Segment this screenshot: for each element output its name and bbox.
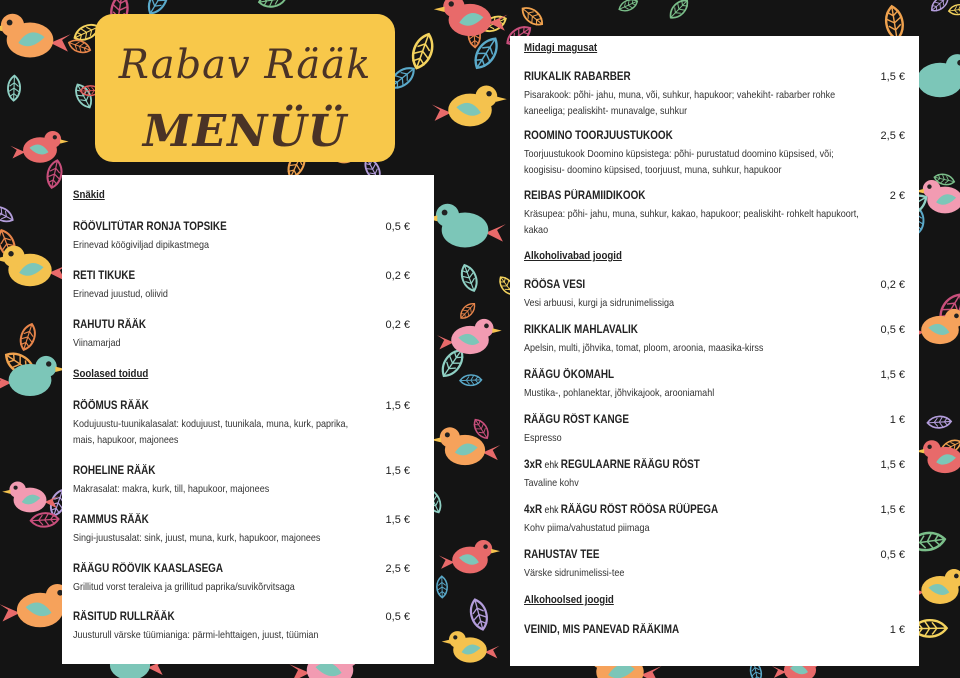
menu-item-name: REIBAS PÜRAMIIDIKOOK (524, 190, 646, 202)
bird-decoration (432, 85, 507, 126)
leaf-decoration (519, 4, 546, 29)
title-banner (95, 14, 395, 162)
leaf-decoration (948, 3, 960, 15)
menu-item-description: Viinamarjad (73, 337, 121, 349)
menu-item-name: RÄÄGU ÕKOMAHL (524, 369, 615, 381)
menu-item-description: Juusturull värske tüümianiga: pärmi-lehttaigen, juust, tüümian (73, 629, 319, 641)
menu-item-price: 1 € (889, 624, 905, 636)
menu-item-price: 1,5 € (880, 459, 905, 471)
item-name-connector: ehk (542, 505, 561, 516)
menu-item-description: Singi-juustusalat: sink, juust, muna, kurk, hapukoor, majonees (73, 532, 321, 544)
menu-item-name: RÄÄGU RÖÖVIK KAASLASEGA (73, 563, 224, 575)
menu-item-price: 0,5 € (385, 221, 410, 233)
menu-item-name: RÖÖSA VESI (524, 279, 586, 291)
menu-item-description: Toorjuustukook Doomino küpsistega: põhi- purustatud doomino küpsised, või; koogisisu- doomino küpsised, toorjuust, muna, suhkur, hapukoor (524, 148, 834, 176)
leaf-decoration (928, 0, 951, 14)
menu-item-description: Kohv piima/vahustatud piimaga (524, 522, 650, 534)
menu-item-price: 0,5 € (880, 324, 905, 336)
bird-decoration (431, 427, 500, 465)
menu-item-description: Grillitud vorst teraleiva ja grillitud paprika/suvikõrvitsaga (73, 581, 295, 593)
menu-item-name: RIUKALIK RABARBER (524, 71, 631, 83)
menu-item-name: ROOMINO TOORJUUSTUKOOK (524, 130, 673, 142)
item-name-prefix: 3xR (524, 459, 543, 471)
leaf-decoration (67, 37, 92, 55)
menu-item-name: RETI TIKUKE (73, 270, 136, 282)
menu-item-name: ROHELINE RÄÄK (73, 465, 156, 477)
menu-item-price: 1,5 € (385, 514, 410, 526)
menu-item-price: 0,5 € (385, 611, 410, 623)
menu-item-description: Pisarakook: põhi- jahu, muna, või, suhkur, hapukoor; vahekiht- rabarber rohke kaneeliga; pealiskiht- munavalge, suhkur (524, 89, 836, 117)
menu-item-description: Tavaline kohv (524, 477, 579, 489)
menu-item-name: RÖÖVLITÜTAR RONJA TOPSIKE (73, 221, 227, 233)
menu-item-price: 0,2 € (385, 270, 410, 282)
menu-item-description: Makrasalat: makra, kurk, till, hapukoor, majonees (73, 483, 270, 495)
item-name-connector: ehk (542, 460, 561, 471)
menu-item-description: Espresso (524, 432, 562, 444)
menu-item-name (524, 459, 700, 471)
menu-item-name: VEINID, MIS PANEVAD RÄÄKIMA (524, 624, 680, 636)
menu-item-name: RIKKALIK MAHLAVALIK (524, 324, 638, 336)
leaf-decoration (17, 322, 38, 352)
section-heading-savory: Soolased toidud (73, 368, 149, 380)
leaf-decoration (927, 416, 951, 429)
bird-decoration (437, 319, 502, 354)
leaf-decoration (8, 75, 21, 100)
menu-item-price: 1,5 € (880, 71, 905, 83)
bird-decoration (0, 246, 68, 287)
section-heading-alcoholic: Alkohoolsed joogid (524, 594, 614, 606)
menu-item-name: RAHUSTAV TEE (524, 549, 600, 561)
menu-item-name: RÄSITUD RULLRÄÄK (73, 611, 175, 623)
menu-panel-left (62, 175, 434, 664)
menu-item-name (524, 504, 718, 516)
menu-item-price: 1,5 € (385, 465, 410, 477)
menu-title: MENÜÜ (142, 106, 348, 157)
menu-item-price: 0,2 € (880, 279, 905, 291)
leaf-decoration (667, 0, 692, 22)
leaf-decoration (408, 31, 436, 71)
leaf-decoration (30, 512, 59, 527)
leaf-decoration (437, 576, 448, 598)
menu-panel-right (510, 36, 919, 666)
menu-item-price: 1,5 € (385, 400, 410, 412)
menu-item-price: 0,2 € (385, 319, 410, 331)
menu-item-price: 2,5 € (385, 563, 410, 575)
leaf-decoration (458, 263, 480, 293)
menu-item-price: 1,5 € (880, 504, 905, 516)
item-name-main: RÄÄGU RÖST RÖÖSA RÜÜPEGA (560, 504, 719, 516)
section-heading-desserts: Midagi magusat (524, 42, 598, 54)
menu-item-name: RÄÄGU RÖST KANGE (524, 414, 629, 426)
menu-item-name: RÕÕMUS RÄÄK (73, 400, 149, 412)
bird-decoration (0, 14, 71, 58)
leaf-decoration (460, 375, 482, 386)
menu-item-price: 0,5 € (880, 549, 905, 561)
menu-item-description: Mustika-, pohlanektar, jõhvikajook, arooniamahl (524, 387, 715, 399)
section-heading-non-alcoholic: Alkoholivabad joogid (524, 250, 622, 262)
leaf-decoration (468, 598, 490, 632)
menu-item-price: 1,5 € (880, 369, 905, 381)
leaf-decoration (617, 0, 639, 14)
bird-decoration (434, 0, 508, 36)
menu-item-name: RAMMUS RÄÄK (73, 514, 149, 526)
menu-item-description: Apelsin, multi, jõhvika, tomat, ploom, aroonia, maasika-kirss (524, 342, 764, 354)
section-heading-snacks: Snäkid (73, 189, 105, 201)
menu-item-description: Värske sidrunimelissi-tee (524, 567, 625, 579)
item-name-prefix: 4xR (524, 504, 543, 516)
menu-item-price: 2,5 € (880, 130, 905, 142)
menu-item-name: RAHUTU RÄÄK (73, 319, 147, 331)
restaurant-name: Rabav Rääk (118, 42, 372, 88)
bird-decoration (439, 540, 500, 573)
menu-item-description: Erinevad juustud, oliivid (73, 288, 168, 300)
menu-item-description: Kodujuustu-tuunikalasalat: kodujuust, tuunikala, muna, kurk, paprika, mais, hapukoor, majonees (73, 418, 349, 446)
menu-item-description: Vesi arbuusi, kurgi ja sidrunimelissiga (524, 297, 675, 309)
leaf-decoration (258, 0, 287, 9)
bird-decoration (442, 631, 500, 663)
bird-decoration (426, 204, 506, 248)
menu-item-price: 2 € (889, 190, 905, 202)
leaf-decoration (458, 300, 478, 321)
menu-item-price: 1 € (889, 414, 905, 426)
menu-item-description: Kräsupea: põhi- jahu, muna, suhkur, kakao, hapukoor; pealiskiht- rohkelt hapukoort, kakao (524, 208, 859, 236)
menu-item-description: Erinevad köögiviljad dipikastmega (73, 239, 210, 251)
item-name-main: REGULAARNE RÄÄGU RÖST (560, 459, 700, 471)
bird-decoration (10, 131, 68, 163)
leaf-decoration (0, 203, 16, 225)
